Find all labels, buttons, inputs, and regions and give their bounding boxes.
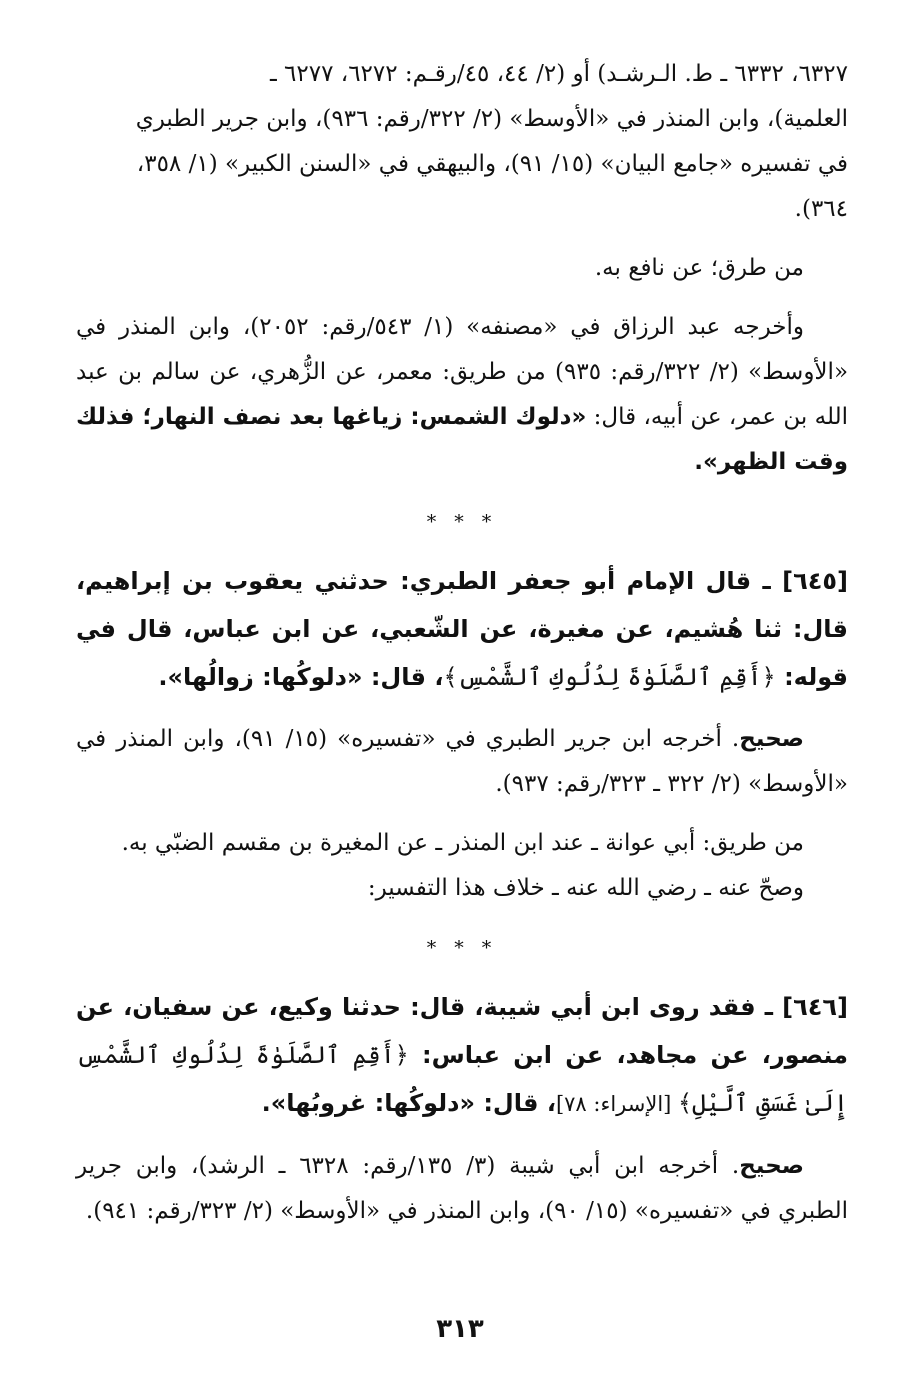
footnote-line: العلمية)، وابن المنذر في «الأوسط» (٢/ ٣٢٢/رقم: ٩٣٦)، وابن جرير الطبري — [135, 106, 848, 132]
hadith-646 — [76, 983, 848, 1128]
grade-label: صحيح — [739, 1153, 805, 1179]
hadith-ending: ، قال: «دلوكُها: زوالُها». — [158, 663, 444, 691]
footnote-line: في تفسيره «جامع البيان» (١٥/ ٩١)، والبيهقي في «السنن الكبير» (١/ ٣٥٨، — [136, 151, 848, 177]
hadith-645 — [76, 557, 848, 701]
paragraph-text: وأخرجه عبد الرزاق في «مصنفه» (١/ ٥٤٣/رقم: ٢٠٥٢)، وابن المنذر في «الأوسط» (٢/ ٣٢٢/رقم: ٩٣٥) من طريق: معمر، عن الزُّهري، عن سالم بن عبد الله بن عمر، عن أبيه، قال: — [76, 314, 849, 430]
grading-text: . أخرجه ابن جرير الطبري في «تفسيره» (١٥/ ٩١)، وابن المنذر في «الأوسط» (٢/ ٣٢٢ ـ ٣٢٣/رقم: ٩٣٧). — [76, 726, 848, 797]
athar-quote: «دلوك الشمس: زياغها بعد نصف النهار؛ فذلك وقت الظهر». — [76, 404, 848, 475]
grading-645 — [76, 717, 848, 807]
grading-text: . أخرجه ابن أبي شيبة (٣/ ١٣٥/رقم: ٦٣٢٨ ـ الرشد)، وابن جرير الطبري في «تفسيره» (١٥/ ٩٠)، وابن المنذر في «الأوسط» (٢/ ٣٢٣/رقم: ٩٤١). — [76, 1153, 848, 1224]
paragraph-abdrazzaq — [76, 305, 848, 485]
page-body — [76, 52, 848, 1234]
footnote-line: ٣٦٤). — [794, 196, 848, 222]
quran-reference: [الإسراء: ٧٨] — [555, 1092, 679, 1116]
paragraph-awana: من طريق: أبي عوانة ـ عند ابن المنذر ـ عن المغيرة بن مقسم الضبّي به. — [121, 830, 804, 856]
hadith-text: [٦٤٥] ـ قال الإمام أبو جعفر الطبري: حدثني يعقوب بن إبراهيم، قال: ثنا هُشيم، عن مغيرة، عن الشّعبي، عن ابن عباس، قال في قوله: — [76, 567, 848, 691]
paragraph-sahha: وصحّ عنه ـ رضي الله عنه ـ خلاف هذا التفسير: — [367, 875, 804, 901]
quran-verse: ﴿أَقِمِ ٱلصَّلَوٰةَ لِدُلُوكِ ٱلشَّمْسِ إِلَىٰ غَسَقِ ٱلَّيْلِ﴾ — [76, 1041, 848, 1117]
quran-verse: ﴿أَقِمِ ٱلصَّلَوٰةَ لِدُلُوكِ ٱلشَّمْسِ﴾ — [443, 663, 776, 691]
hadith-text: [٦٤٦] ـ فقد روى ابن أبي شيبة، قال: حدثنا وكيع، عن سفيان، عن منصور، عن مجاهد، عن ابن عباس: — [76, 993, 849, 1069]
grade-label: صحيح — [739, 726, 805, 752]
section-separator: * * * — [426, 511, 498, 533]
hadith-ending: ، قال: «دلوكُها: غروبُها». — [261, 1089, 556, 1117]
paragraph-nafi: من طرق؛ عن نافع به. — [594, 255, 804, 281]
footnote-line: ٦٣٢٧، ٦٣٣٢ ـ ط. الـرشـد) أو (٢/ ٤٤، ٤٥/رقـم: ٦٢٧٢، ٦٢٧٧ ـ — [269, 61, 848, 87]
grading-646 — [76, 1144, 848, 1234]
footnote-continuation — [76, 52, 848, 232]
page-number: ٣١٣ — [436, 1314, 484, 1344]
section-separator: * * * — [426, 937, 498, 959]
